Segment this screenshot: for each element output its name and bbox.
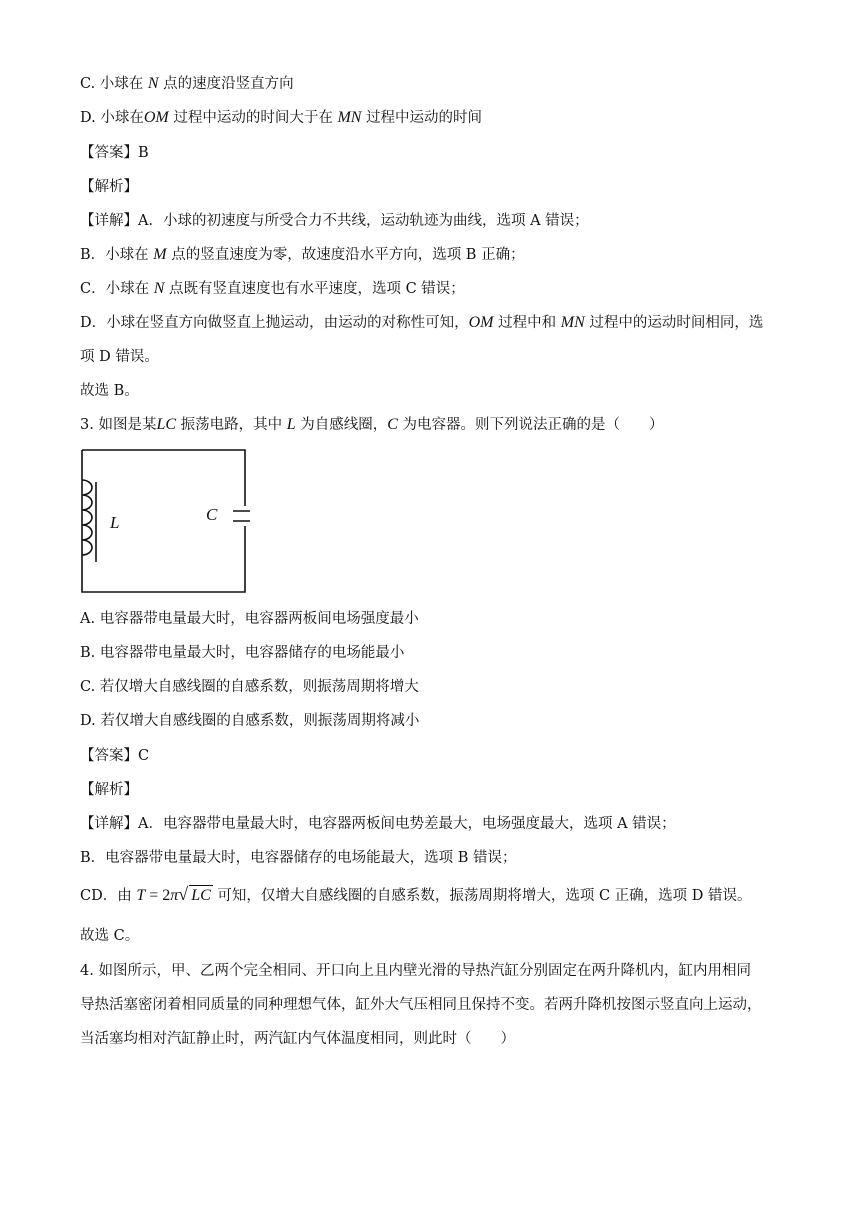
q2-detail-d: D．小球在竖直方向做竖直上抛运动，由运动的对称性可知，OM 过程中和 MN 过程中的运动时间相同，选: [80, 314, 764, 331]
q3-option-a: A. 电容器带电量最大时，电容器两板间电场强度最小: [80, 611, 419, 627]
q2-detail-d-cont: 项 D 错误。: [80, 349, 159, 365]
q2-detail-c: C．小球在 N 点既有竖直速度也有水平速度，选项 C 错误；: [80, 280, 465, 297]
q2-conclusion: 故选 B。: [80, 383, 139, 399]
q4-stem-line3: 当活塞均相对汽缸静止时，两汽缸内气体温度相同，则此时（ ）: [80, 1031, 515, 1047]
inductor-coil: [82, 480, 92, 555]
capacitor-label: C: [206, 505, 218, 524]
inductor-label: L: [110, 513, 120, 532]
q3-detail-cd: CD．由 T = 2π√ LC 可知，仅增大自感线圈的自感系数，振荡周期将增大，选项 C 正确，选项 D 错误。: [80, 884, 752, 904]
q2-option-c: C. 小球在 N 点的速度沿竖直方向: [80, 75, 294, 92]
q2-detail-a: 【详解】A．小球的初速度与所受合力不共线，运动轨迹为曲线，选项 A 错误；: [80, 213, 589, 229]
q3-conclusion: 故选 C。: [80, 928, 140, 944]
q2-analysis-heading: 【解析】: [80, 179, 138, 195]
period-formula: T = 2π√ LC: [136, 884, 211, 904]
q3-answer: 【答案】C: [80, 748, 150, 764]
q2-answer: 【答案】B: [80, 145, 149, 161]
q2-detail-b: B．小球在 M 点的竖直速度为零，故速度沿水平方向，选项 B 正确；: [80, 246, 525, 263]
q3-option-b: B. 电容器带电量最大时，电容器储存的电场能最小: [80, 645, 405, 661]
circuit-wire-top: [82, 450, 245, 506]
q4-stem-line1: 4. 如图所示，甲、乙两个完全相同、开口向上且内壁光滑的导热汽缸分别固定在两升降机内，缸内用相同: [80, 963, 751, 979]
circuit-wire-bottom: [82, 450, 245, 592]
q3-detail-a: 【详解】A．电容器带电量最大时，电容器两板间电势差最大，电场强度最大，选项 A 错误；: [80, 816, 676, 832]
q3-analysis-heading: 【解析】: [80, 782, 138, 798]
lc-circuit-diagram: [78, 446, 250, 598]
q3-option-d: D. 若仅增大自感线圈的自感系数，则振荡周期将减小: [80, 713, 420, 729]
q2-option-d: D. 小球在OM 过程中运动的时间大于在 MN 过程中运动的时间: [80, 109, 483, 126]
q3-detail-b: B．电容器带电量最大时，电容器储存的电场能最大，选项 B 错误；: [80, 850, 517, 866]
q4-stem-line2: 导热活塞密闭着相同质量的同种理想气体，缸外大气压相同且保持不变。若两升降机按图示竖直向上运动，: [80, 997, 762, 1013]
sqrt-sign-icon: √: [178, 884, 189, 904]
q3-stem: 3. 如图是某LC 振荡电路，其中 L 为自感线圈，C 为电容器。则下列说法正确的是（ ）: [80, 416, 664, 433]
q3-option-c: C. 若仅增大自感线圈的自感系数，则振荡周期将增大: [80, 679, 419, 695]
